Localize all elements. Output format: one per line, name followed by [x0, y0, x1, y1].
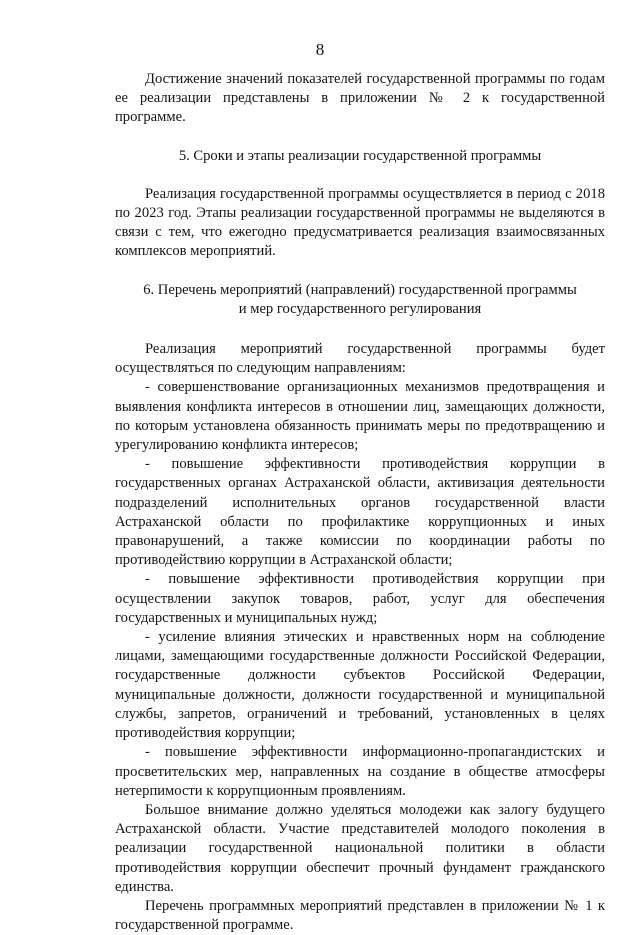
youth-paragraph: Большое внимание должно уделяться молодежи как залогу будущего Астраханской области. Участие представителей молодого поколения в реализации государственной национальной политики в области противодействия коррупции обеспечит прочный фундамент гражданского единства.	[115, 801, 605, 895]
list-item: - повышение эффективности противодействия коррупции в государственных органах Астраханской области, активизация деятельности подразделений исполнительных органов государственной власти Астраханской области по профилактике коррупционных и иных правонарушений, а также комиссии по координации работы по противодействию коррупции в Астраханской области;	[115, 456, 605, 569]
section-5-heading	[115, 147, 605, 166]
spacer	[115, 319, 605, 340]
list-item: - усиление влияния этических и нравственных норм на соблюдение лицами, замещающими государственные должности Российской Федерации, государственные должности субъектов Российской Федерации, муниципальные должности, должности государственной и муниципальной службы, запретов, ограничений и требований, установленных в целях противодействия коррупции;	[115, 629, 605, 742]
spacer	[115, 262, 605, 281]
spacer	[115, 166, 605, 185]
intro-paragraph: Достижение значений показателей государственной программы по годам ее реализации представлены в приложении № 2 к государственной программе.	[115, 71, 605, 126]
list-item: - совершенствование организационных механизмов предотвращения и выявления конфликта интересов в отношении лиц, замещающих должности, по которым установлена обязанность принимать меры по предотвращению и урегулированию конфликта интересов;	[115, 379, 605, 454]
section-6-heading-line-1: 6. Перечень мероприятий (направлений) государственной программы	[143, 281, 577, 298]
list-item: - повышение эффективности противодействия коррупции при осуществлении закупок товаров, работ, услуг для обеспечения государственных и муниципальных нужд;	[115, 571, 605, 626]
section-5-heading-text: 5. Сроки и этапы реализации государственной программы	[178, 147, 542, 164]
spacer	[115, 128, 605, 147]
page-number: 8	[315, 40, 325, 59]
list-item: - повышение эффективности информационно-пропагандистских и просветительских мер, направленных на создание в обществе атмосферы нетерпимости к коррупционным проявлениям.	[115, 744, 605, 799]
section-6-intro-paragraph: Реализация мероприятий государственной программы будет осуществляться по следующим направлениям:	[115, 341, 605, 377]
section-6-heading	[115, 281, 605, 319]
closing-paragraph: Перечень программных мероприятий представлен в приложении № 1 к государственной программе.	[115, 897, 605, 934]
section-5-paragraph: Реализация государственной программы осуществляется в период с 2018 по 2023 год. Этапы реализации государственной программы не выделяются в связи с тем, что ежегодно предусматривается реализация взаимосвязанных комплексов мероприятий.	[115, 185, 605, 260]
section-6-heading-line-2: и мер государственного регулирования	[238, 300, 482, 317]
page-content	[115, 70, 605, 935]
